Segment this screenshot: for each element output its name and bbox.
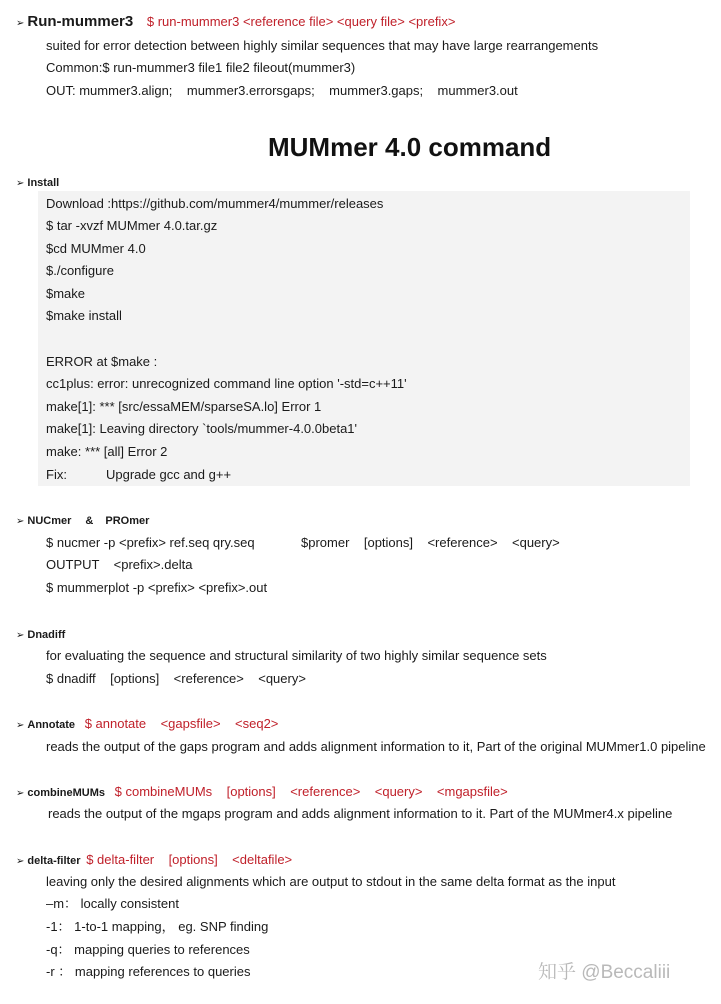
annotate-desc: reads the output of the gaps program and adds alignment information to it, Part of the original MUMmer1.0 pipeline bbox=[46, 739, 706, 754]
install-heading: ➢ Install bbox=[16, 177, 60, 189]
combinemums-desc: reads the output of the mgaps program and adds alignment information to it. Part of the MUMmer4.x pipeline bbox=[48, 806, 673, 821]
delta-filter-desc: leaving only the desired alignments which are output to stdout in the same delta format as the input bbox=[46, 874, 616, 889]
run-mummer3-common: Common:$ run-mummer3 file1 file2 fileout(mummer3) bbox=[46, 60, 356, 75]
combinemums-heading: ➢ combineMUMs $ combineMUMs [options] <reference> <query> <mgapsfile> bbox=[16, 784, 508, 799]
install-line: $ tar -xvzf MUMmer 4.0.tar.gz bbox=[46, 218, 218, 233]
nucmer-output: OUTPUT <prefix>.delta bbox=[46, 557, 193, 572]
arrow-bullet-icon: ➢ bbox=[16, 630, 25, 641]
delta-filter-option: –m： locally consistent bbox=[46, 896, 179, 911]
install-fix-value: Upgrade gcc and g++ bbox=[106, 467, 232, 482]
mummerplot-command: $ mummerplot -p <prefix> <prefix>.out bbox=[46, 580, 268, 595]
dnadiff-heading: ➢ Dnadiff bbox=[16, 629, 66, 641]
install-line: Download :https://github.com/mummer4/mummer/releases bbox=[46, 196, 384, 211]
install-line: $make bbox=[46, 286, 86, 301]
run-mummer3-desc: suited for error detection between highly similar sequences that may have large rearrangements bbox=[46, 38, 599, 53]
delta-filter-heading: ➢ delta-filter $ delta-filter [options] <deltafile> bbox=[16, 852, 293, 867]
combinemums-command: $ combineMUMs [options] <reference> <query> <mgapsfile> bbox=[114, 784, 508, 799]
nucmer-command: $ nucmer -p <prefix> ref.seq qry.seq bbox=[46, 535, 255, 550]
install-line: make[1]: *** [src/essaMEM/sparseSA.lo] Error 1 bbox=[46, 399, 322, 414]
install-line: $cd MUMmer 4.0 bbox=[46, 241, 146, 256]
dnadiff-desc: for evaluating the sequence and structural similarity of two highly similar sequence sets bbox=[46, 648, 547, 663]
delta-filter-command: $ delta-filter [options] <deltafile> bbox=[86, 852, 293, 867]
install-line: cc1plus: error: unrecognized command line option '-std=c++11' bbox=[46, 376, 407, 391]
watermark: 知乎 @Beccaliii bbox=[538, 962, 671, 983]
arrow-bullet-icon: ➢ bbox=[16, 18, 25, 29]
delta-filter-option: -q： mapping queries to references bbox=[46, 942, 250, 957]
arrow-bullet-icon: ➢ bbox=[16, 720, 25, 731]
install-line: $make install bbox=[46, 308, 122, 323]
promer-command: $promer [options] <reference> <query> bbox=[301, 535, 560, 550]
run-mummer3-heading: ➢ Run-mummer3 $ run-mummer3 <reference file> <query file> <prefix> bbox=[16, 13, 456, 30]
arrow-bullet-icon: ➢ bbox=[16, 788, 25, 799]
annotate-heading: ➢ Annotate $ annotate <gapsfile> <seq2> bbox=[16, 716, 279, 731]
arrow-bullet-icon: ➢ bbox=[16, 178, 25, 189]
delta-filter-option: -1： 1-to-1 mapping， eg. SNP finding bbox=[46, 919, 269, 934]
delta-filter-option: -r ： mapping references to queries bbox=[46, 964, 251, 979]
install-line: make: *** [all] Error 2 bbox=[46, 444, 168, 459]
install-line: $./configure bbox=[46, 263, 114, 278]
page-title: MUMmer 4.0 command bbox=[268, 132, 552, 162]
run-mummer3-out: OUT: mummer3.align; mummer3.errorsgaps; mummer3.gaps; mummer3.out bbox=[46, 83, 518, 98]
run-mummer3-command: $ run-mummer3 <reference file> <query file> <prefix> bbox=[146, 14, 456, 29]
arrow-bullet-icon: ➢ bbox=[16, 856, 25, 867]
annotate-command: $ annotate <gapsfile> <seq2> bbox=[84, 716, 279, 731]
install-fix-label: Fix: bbox=[46, 467, 67, 482]
install-line: ERROR at $make : bbox=[46, 354, 158, 369]
install-line: make[1]: Leaving directory `tools/mummer-4.0.0beta1' bbox=[46, 421, 358, 436]
nucmer-heading: ➢ NUCmer & PROmer bbox=[16, 515, 150, 527]
dnadiff-command: $ dnadiff [options] <reference> <query> bbox=[46, 671, 306, 686]
arrow-bullet-icon: ➢ bbox=[16, 516, 25, 527]
install-code-block bbox=[38, 191, 690, 486]
